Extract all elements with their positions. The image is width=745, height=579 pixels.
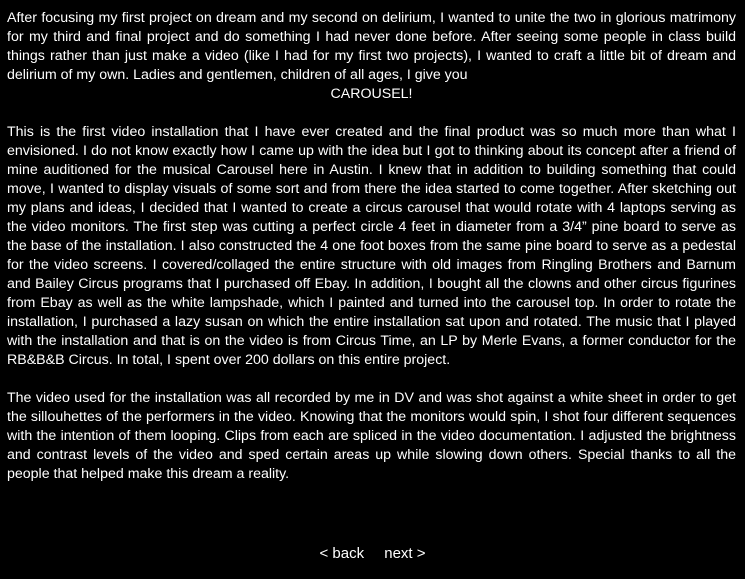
- paragraph-video: The video used for the installation was all recorded by me in DV and was shot against a white sheet in order to get the sillouhettes of the performers in the video. Knowing that the monitors would spin, I shot four different sequences with the intention of them looping. Clips from each are spliced in the video documentation. I adjusted the brightness and contrast levels of the video and sped certain areas up while slowing down others. Special thanks to all the people that helped make this dream a reality.: [7, 390, 736, 482]
- article-body: [7, 9, 736, 503]
- next-link[interactable]: next >: [384, 545, 426, 562]
- paragraph-installation: This is the first video installation that I have ever created and the final product was so much more than what I envisioned. I do not know exactly how I came up with the idea but I got to thinking about its concept after a friend of mine auditioned for the musical Carousel here in Austin. I knew that in addition to building something that could move, I wanted to display visuals of some sort and from there the idea started to come together. After sketching out my plans and ideas, I decided that I wanted to create a circus carousel that would rotate with 4 laptops serving as the video monitors. The first step was cutting a perfect circle 4 feet in diameter from a 3/4” pine board to serve as the base of the installation. I also constructed the 4 one foot boxes from the same pine board to serve as a pedestal for the video screens. I covered/collaged the entire structure with old images from Ringling Brothers and Barnum and Bailey Circus programs that I purchased off Ebay. In addition, I bought all the clowns and other circus figurines from Ebay as well as the white lampshade, which I painted and turned into the carousel top. In order to rotate the installation, I purchased a lazy susan on which the entire installation sat upon and rotated. The music that I played with the installation and that is on the video is from Circus Time, an LP by Merle Evans, a former conductor for the RB&B&B Circus. In total, I spent over 200 dollars on this entire project.: [7, 124, 736, 368]
- carousel-exclamation: CAROUSEL!: [330, 86, 413, 102]
- page-navigation: [0, 544, 745, 563]
- paragraph-intro-text: After focusing my first project on dream and my second on delirium, I wanted to unite the two in glorious matrimony for my third and final project and do something I had never done before. After seeing some people in class build things rather than just make a video (like I had for my first two projects), I wanted to craft a little bit of dream and delirium of my own. Ladies and gentlemen, children of all ages, I give you: [7, 10, 736, 83]
- paragraph-intro: [7, 9, 736, 104]
- back-link[interactable]: < back: [319, 545, 365, 562]
